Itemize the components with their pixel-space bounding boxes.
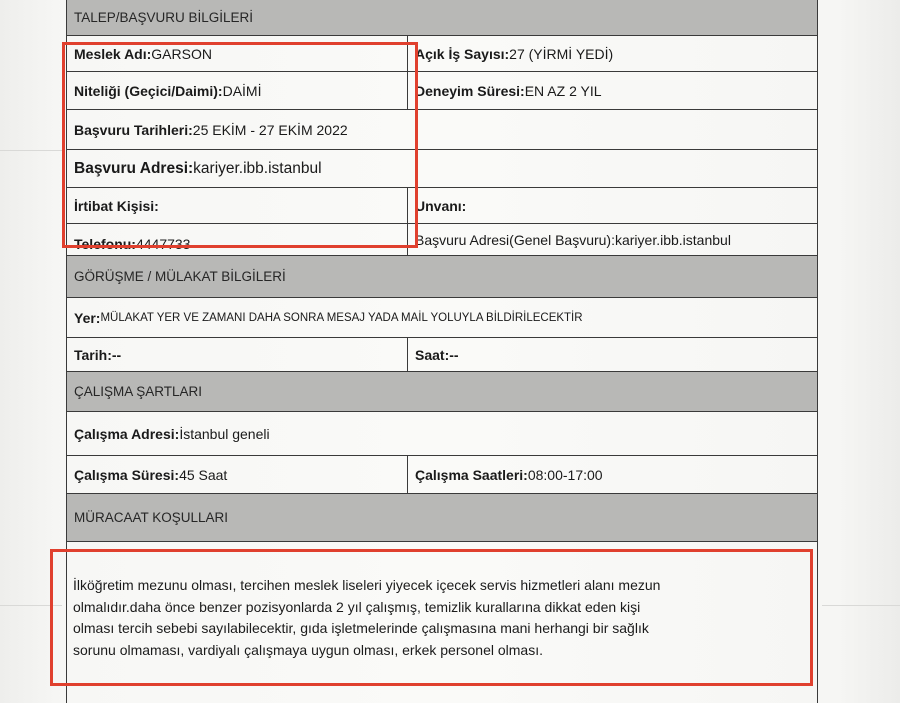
telefon-value: 4447733 — [135, 236, 191, 252]
telefon-cell — [67, 224, 407, 255]
deneyim-suresi-cell — [407, 72, 817, 109]
table-row — [67, 224, 817, 256]
basvuru-tarihleri-value: 25 EKİM - 27 EKİM 2022 — [192, 121, 348, 138]
niteligi-cell — [67, 72, 407, 109]
basvuru-adresi-value: kariyer.ibb.istanbul — [193, 159, 322, 177]
niteligi-value: DAİMİ — [222, 82, 262, 99]
meslek-adi-value: GARSON — [151, 45, 212, 62]
saat-cell — [407, 338, 817, 371]
muracaat-kosullari-text — [73, 575, 818, 661]
acik-is-sayisi-label: Açık İş Sayısı: — [415, 45, 510, 62]
table-row — [67, 72, 817, 110]
niteligi-label: Niteliği (Geçici/Daimi): — [74, 82, 223, 99]
calisma-suresi-label: Çalışma Süresi: — [74, 466, 180, 483]
job-posting-table — [66, 0, 818, 703]
table-row — [67, 338, 817, 372]
tarih-cell — [67, 338, 407, 371]
section-title: ÇALIŞMA ŞARTLARI — [74, 384, 203, 399]
basvuru-tarihleri-cell — [67, 110, 817, 149]
deneyim-suresi-value: EN AZ 2 YIL — [524, 82, 602, 99]
deneyim-suresi-label: Deneyim Süresi: — [415, 82, 525, 99]
paragraph-line: İlköğretim mezunu olması, tercihen meslek liseleri yiyecek içecek servis hizmetleri alanı mezun — [73, 577, 661, 593]
irtibat-kisisi-label: İrtibat Kişisi: — [74, 197, 159, 214]
acik-is-sayisi-value: 27 (YİRMİ YEDİ) — [509, 45, 614, 62]
background-line — [822, 605, 900, 606]
table-row — [67, 110, 817, 150]
calisma-adresi-label: Çalışma Adresi: — [74, 425, 180, 442]
yer-value: MÜLAKAT YER VE ZAMANI DAHA SONRA MESAJ YADA MAİL YOLUYLA BİLDİRİLECEKTİR — [100, 311, 583, 324]
background-line — [0, 605, 62, 606]
unvan-cell — [407, 188, 817, 223]
paragraph-line: olmalıdır.daha önce benzer pozisyonlarda 2 yıl çalışmış, temizlik kurallarına dikkat eden kişi — [73, 598, 641, 615]
table-row — [67, 188, 817, 224]
table-row — [67, 36, 817, 72]
section-header-gorusme — [67, 256, 817, 298]
telefon-label: Telefonu: — [74, 236, 136, 252]
genel-basvuru-label: Başvuru Adresi(Genel Başvuru): — [415, 231, 615, 248]
irtibat-kisisi-cell — [67, 188, 407, 223]
paragraph-line: olması tercih sebebi sayılabilecektir, gıda işletmelerinde çalışmasına mani herhangi bir sağlık — [73, 620, 649, 636]
basvuru-tarihleri-label: Başvuru Tarihleri: — [74, 121, 193, 138]
calisma-suresi-value: 45 Saat — [179, 466, 228, 483]
yer-label: Yer: — [74, 309, 101, 326]
section-title: GÖRÜŞME / MÜLAKAT BİLGİLERİ — [74, 269, 286, 284]
paragraph-line: sorunu olmaması, vardiyalı çalışmaya uygun olması, erkek personel olması. — [73, 641, 543, 658]
table-row — [67, 298, 817, 338]
calisma-saatleri-cell — [407, 456, 817, 493]
section-title: TALEP/BAŞVURU BİLGİLERİ — [74, 10, 254, 25]
table-row — [67, 456, 817, 494]
table-row — [67, 150, 817, 188]
section-title: MÜRACAAT KOŞULLARI — [74, 510, 229, 525]
yer-cell — [67, 298, 817, 337]
tarih-label: Tarih:-- — [74, 346, 122, 363]
unvan-label: Unvanı: — [415, 197, 467, 214]
background-line — [0, 150, 62, 151]
calisma-suresi-cell — [67, 456, 407, 493]
acik-is-sayisi-cell — [407, 36, 817, 71]
basvuru-adresi-cell — [67, 150, 817, 187]
genel-basvuru-cell — [407, 224, 817, 255]
section-header-talep — [67, 0, 817, 36]
calisma-adresi-value: İstanbul geneli — [179, 425, 270, 442]
section-header-muracaat — [67, 494, 817, 542]
genel-basvuru-value: kariyer.ibb.istanbul — [614, 231, 731, 248]
calisma-saatleri-value: 08:00-17:00 — [527, 466, 603, 483]
table-row — [67, 412, 817, 456]
basvuru-adresi-label: Başvuru Adresi: — [74, 159, 194, 177]
meslek-adi-cell — [67, 36, 407, 71]
section-header-calisma — [67, 372, 817, 412]
calisma-adresi-cell — [67, 412, 817, 455]
meslek-adi-label: Meslek Adı: — [74, 45, 152, 62]
saat-label: Saat:-- — [415, 346, 459, 363]
calisma-saatleri-label: Çalışma Saatleri: — [415, 466, 528, 483]
